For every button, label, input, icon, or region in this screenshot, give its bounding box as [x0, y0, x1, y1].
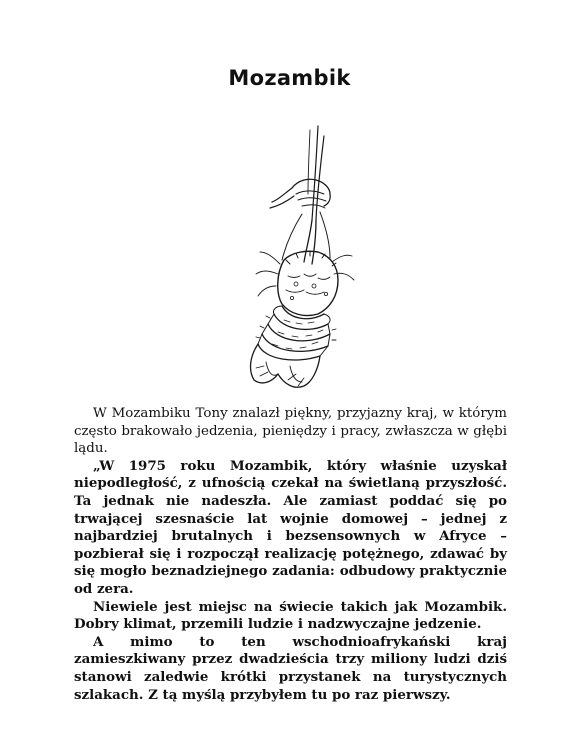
intro-paragraph: W Mozambiku Tony znalazł piękny, przyjazny kraj, w którym często brakowało jedzenia, pieniędzy i pracy, zwłaszcza w głębi lądu.: [74, 406, 507, 457]
page-title: Mozambik: [228, 66, 351, 90]
quote-paragraph: Niewiele jest miejsc na świecie takich jak Mozambik. Dobry klimat, przemili ludzie i nadzwyczajne jedzenie.: [74, 598, 507, 633]
quote-paragraph: A mimo to ten wschodnioafrykański kraj zamieszkiwany przez dwadzieścia trzy miliony ludzi dziś stanowi zaledwie krótki przystanek na turystycznych szlakach. Z tą myślą przybyłem tu po raz pierwszy.: [74, 633, 507, 703]
quote-paragraph: „W 1975 roku Mozambik, który właśnie uzyskał niepodległość, z ufnością czekał na świetlaną przyszłość. Ta jednak nie nadeszła. Ale zamiast poddać się po trwającej szesnaście lat wojnie domowej – jednej z najbardziej brutalnych i bezsensownych w Afryce – pozbierał się i rozpoczął realizację potężnego, zdawać by się mogło beznadziejnego zadania: odbudowy praktycznie od zera.: [74, 457, 507, 597]
article-text: [74, 405, 507, 704]
lobster-illustration: [232, 124, 358, 394]
